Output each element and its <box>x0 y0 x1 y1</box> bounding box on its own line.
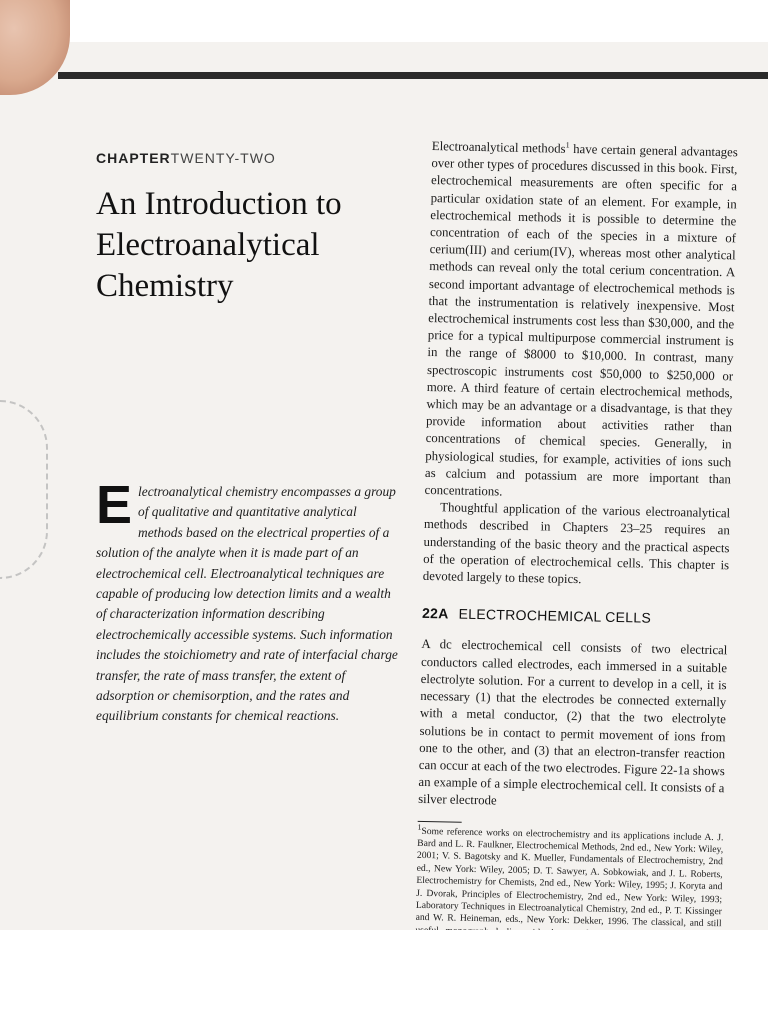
chapter-title-line: Electroanalytical <box>96 227 320 263</box>
abstract-text: lectroanalytical chemistry encompasses a group of qualitative and quantitative analytical methods based on the electrical properties of a solution of the analyte when it is made part of an electrochemical cell. Electroanalytical techniques are capable of producing low detection limits and a wealth of characterization information describing electrochemically accessible systems. Such information includes the stoichiometry and rate of interfacial charge transfer, the rate of mass transfer, the extent of adsorption or chemisorption, and the rates and equilibrium constants for chemical reactions. <box>96 484 398 724</box>
section-number: 22A <box>421 605 449 622</box>
section-heading <box>422 605 728 629</box>
chapter-label: CHAPTERTWENTY-TWO <box>96 150 276 166</box>
chapter-title-line: Chemistry <box>96 268 234 304</box>
chapter-header <box>96 102 406 307</box>
chapter-title-line: An Introduction to <box>96 186 342 222</box>
section-title: ELECTROCHEMICAL CELLS <box>458 605 652 626</box>
library-stamp-artifact <box>0 400 48 579</box>
background-below-page <box>0 930 768 1024</box>
footnote: $^1$Some reference works on electrochemistry and its applications include A. J. Bard and L. R. Faulkner, Electrochemical Methods, 2nd ed., New York: Wiley, 2001; V. S. Bagotsky and K. Mueller, Fundamentals of Electrochemistry, 2nd ed., New York: Wiley, 2005; D. T. Sawyer, A. Sobkowiak, and J. L. Roberts, Electrochemistry for Chemists, 2nd ed., New York: Wiley, 1995; J. Koryta and J. Dvorak, Principles of Electrochemistry, 2nd ed., New York: Wiley, 1993; Laboratory Techniques in Electroanalytical Chemistry, 2nd ed., P. T. Kissinger and W. R. Heineman, eds., New York: Dekker, 1996. The classical, and still <box>415 822 724 930</box>
paragraph-3: A dc electrochemical cell consists of two electrical conductors called electrodes, each immersed in a suitable electrolyte solution. For a current to develop in a cell, it is necessary (1) that the electrodes be connected externally with a metal conductor, (2) that the two electrolyte solutions be in contact to permit movement of ions from one to the other, and (3) that an electron-transfer reaction can occur at each of the two electrodes. Figure 22-1a shows an example of a simple electrochemical cell. It consists of a silver electrode <box>418 637 728 808</box>
book-page <box>0 42 768 932</box>
paragraph-2: Thoughtful application of the various electroanalytical methods described in Chapters 23–25 requires an understanding of the basic theory and the practical aspects of the operation of electrochemical cells. This chapter is devoted largely to these topics. <box>422 500 731 587</box>
footnote-rule <box>418 820 462 822</box>
chapter-title <box>96 184 406 307</box>
chapter-abstract <box>96 475 398 727</box>
footnote-marker: 1 <box>565 140 570 150</box>
drop-cap: E <box>96 475 133 535</box>
top-rule <box>58 72 768 79</box>
body-column <box>415 138 738 956</box>
paragraph-1: Electroanalytical methods$^1$ have certain general advantages over other types of procedures discussed in this book. First, electrochemical measurements are often specific for a particular oxidation state of an element. For example, in electrochemical methods it is possible to determine the concentration of each of the species in a mixture of cerium(III) and cerium(IV), whereas most other analytical methods can reveal only the total cerium concentration. A second important advantage of electrochemical methods is that the instrumentation is relatively inexpensive. Most electrochemical instruments cost less than $30,000, and the price for a typical multipurpose commercial instrument is in the range of $8000 to $10,000. In contrast, many spectroscopic instruments cost $50,000 to $250,000 or more. A third feature of certain electrochemical methods, which may be an advantage or a disadvantage, is that they provide information about activities rather than concentrations of chemical species. Generally, in physiological studies, for example, activities of ions such as calcium and potassium are more important than concentrations. <box>424 138 738 499</box>
